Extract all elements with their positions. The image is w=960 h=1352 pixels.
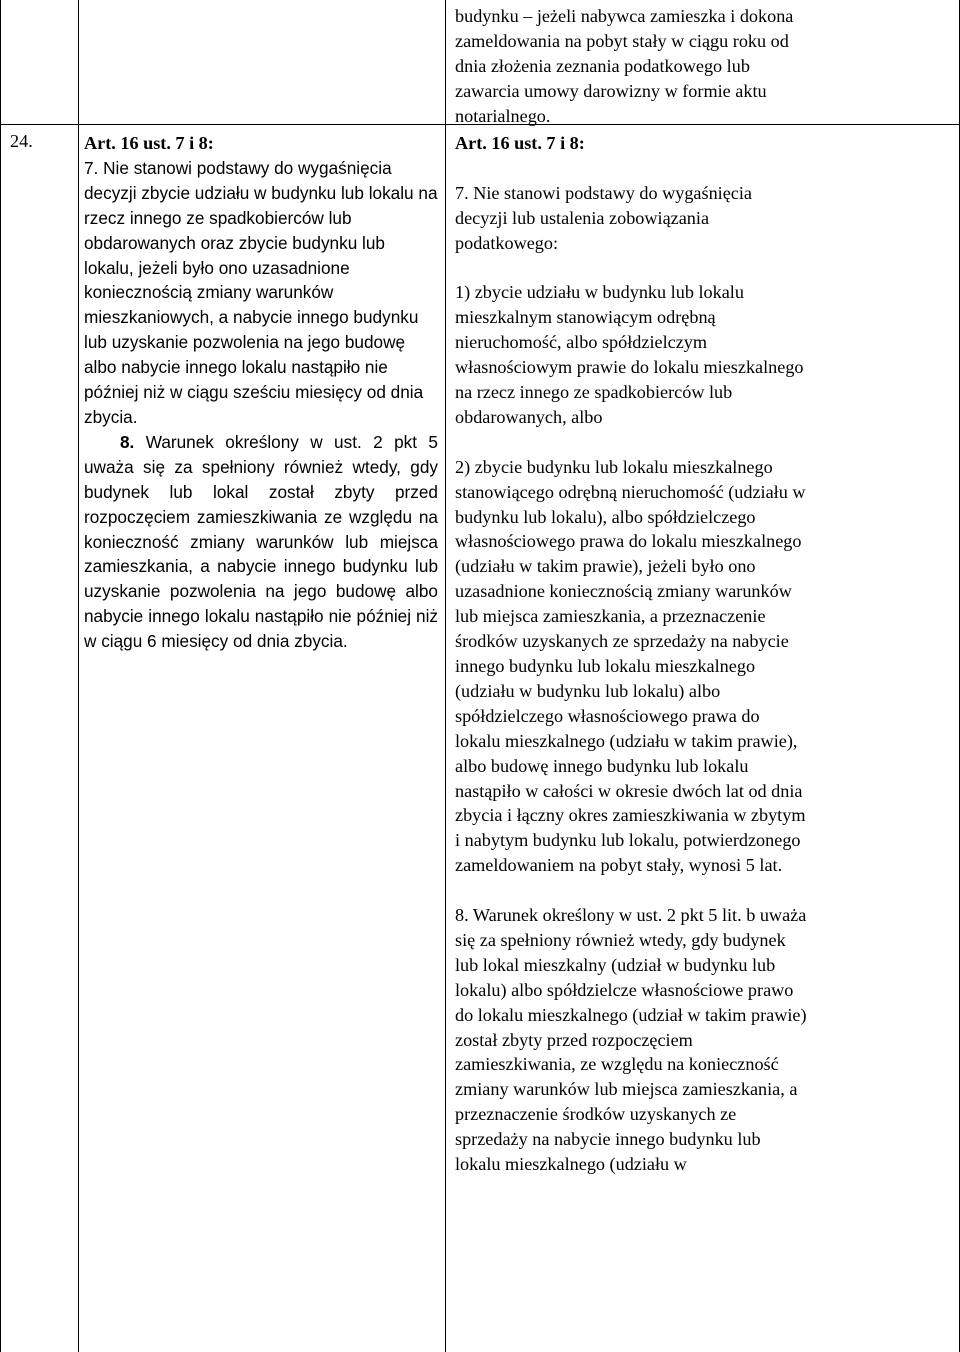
left-column-text — [84, 131, 438, 654]
right-item-2: 2) zbycie budynku lub lokalu mieszkalnego stanowiącego odrębną nieruchomość (udziału w budynku lub lokalu), albo spółdzielczego własnościowego prawa do lokalu mieszkalnego (udziału w takim prawie), jeżeli było ono uzasadnione koniecznością zmiany warunków lub miejsca zamieszkania, a przeznaczenie środków uzyskanych ze sprzedaży na nabycie innego budynku lub lokalu mieszkalnego (udziału w budynku lub lokalu) albo spółdzielczego własnościowego prawa do lokalu mieszkalnego (udziału w takim prawie), albo budowę innego budynku lub lokalu nastąpiło w całości w okresie dwóch lat od dnia zbycia i łączny okres zamieszkiwania w zbytym i nabytym budynku lub lokalu, potwierdzonego zameldowaniem na pobyt stały, wynosi 5 lat. — [455, 456, 806, 876]
right-continuation-text: budynku – jeżeli nabywca zamieszka i dokona zameldowania na pobyt stały w ciągu roku od dnia złożenia zeznania podatkowego lub zawarcia umowy darowizny w formie aktu notarialnego. — [455, 6, 794, 126]
left-paragraph-7-text: Nie stanowi podstawy do wygaśnięcia decyzji zbycie udziału w budynku lub lokalu na rzecz innego ze spadkobierców lub obdarowanych oraz zbycie budynku lub lokalu, jeżeli było ono uzasadnione koniecznością zmiany warunków mieszkaniowych, a nabycie innego budynku lub uzyskanie pozwolenia na jego budowę albo nabycie innego lokalu nastąpiło nie później niż w ciągu sześciu miesięcy od dnia zbycia. — [84, 157, 438, 427]
right-article-heading: Art. 16 ust. 7 i 8: — [455, 133, 585, 153]
right-column-top-text — [455, 4, 807, 129]
right-column-text — [455, 131, 807, 1177]
table-border-left — [0, 0, 1, 1352]
left-paragraph-8-number: 8. — [120, 431, 135, 452]
left-paragraph-8-text: Warunek określony w ust. 2 pkt 5 uważa się za spełniony również wtedy, gdy budynek lub lokal został zbyty przed rozpoczęciem zamieszkiwania ze względu na konieczność zmiany warunków lub miejsca zamieszkania, a nabycie innego budynku lub uzyskanie pozwolenia na jego budowę albo nabycie innego lokalu nastąpiło nie później niż w ciągu 6 miesięcy od dnia zbycia. — [84, 431, 438, 652]
left-paragraph-8 — [84, 430, 438, 654]
right-item-1: 1) zbycie udziału w budynku lub lokalu mieszkalnym stanowiącym odrębną nieruchomość, albo spółdzielczym własnościowym prawie do lokalu mieszkalnego na rzecz innego ze spadkobierców lub obdarowanych, albo — [455, 282, 804, 427]
right-paragraph-8: 8. Warunek określony w ust. 2 pkt 5 lit. b uważa się za spełniony również wtedy, gdy budynek lub lokal mieszkalny (udział w budynku lub lokalu) albo spółdzielcze własnościowe prawo do lokalu mieszkalnego (udział w takim prawie) został zbyty przed rozpoczęciem zamieszkiwania, ze względu na konieczność zmiany warunków lub miejsca zamieszkania, a przeznaczenie środków uzyskanych ze sprzedaży na nabycie innego budynku lub lokalu mieszkalnego (udziału w — [455, 905, 807, 1175]
left-article-heading: Art. 16 ust. 7 i 8: — [84, 133, 214, 153]
left-paragraph-7-number: 7. — [84, 157, 99, 178]
left-paragraph-7 — [84, 156, 438, 430]
row-number: 24. — [10, 131, 33, 151]
table-border-middle — [445, 0, 446, 1352]
table-border-number-column — [78, 0, 79, 1352]
right-paragraph-7: 7. Nie stanowi podstawy do wygaśnięcia decyzji lub ustalenia zobowiązania podatkowego: — [455, 182, 753, 253]
